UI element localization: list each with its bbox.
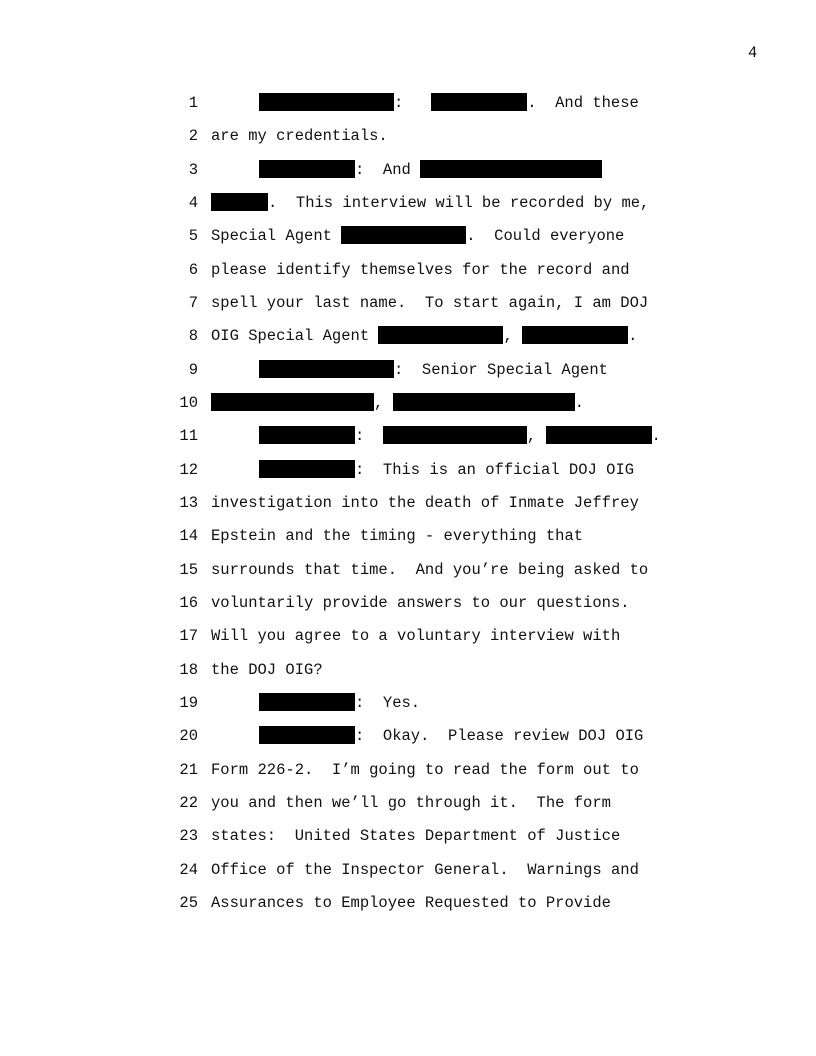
redaction-bar	[378, 326, 503, 344]
line-number: 3	[188, 161, 198, 179]
line-text: Epstein and the timing - everything that	[211, 527, 584, 545]
page-number: 4	[748, 44, 758, 62]
line-number: 13	[179, 494, 198, 512]
redaction-bar	[211, 193, 268, 211]
line-number: 16	[179, 594, 198, 612]
line-text: . This interview will be recorded by me,	[211, 192, 649, 214]
line-number: 23	[179, 827, 198, 845]
line-text: please identify themselves for the record and	[211, 261, 630, 279]
redaction-bar	[259, 426, 355, 444]
transcript-line	[0, 125, 816, 147]
line-text: : And	[259, 159, 602, 181]
line-number: 21	[179, 761, 198, 779]
line-number: 20	[179, 727, 198, 745]
redaction-bar	[259, 693, 355, 711]
transcript-line	[0, 792, 816, 814]
transcript-line	[0, 559, 816, 581]
redaction-bar	[211, 393, 374, 411]
redaction-bar	[259, 93, 394, 111]
line-number: 19	[179, 694, 198, 712]
transcript-line	[0, 259, 816, 281]
line-text: OIG Special Agent , .	[211, 327, 638, 345]
transcript-line	[0, 425, 816, 447]
line-text: : . And these	[259, 92, 639, 114]
line-text: Special Agent . Could everyone	[211, 227, 625, 245]
line-number: 4	[188, 194, 198, 212]
line-number: 12	[179, 461, 198, 479]
line-text: Office of the Inspector General. Warnings and	[211, 861, 639, 879]
line-number: 25	[179, 894, 198, 912]
line-number: 1	[188, 94, 198, 112]
redaction-bar	[259, 360, 394, 378]
line-text: investigation into the death of Inmate Jeffrey	[211, 494, 639, 512]
line-number: 9	[188, 361, 198, 379]
line-number: 8	[188, 327, 198, 345]
line-number: 7	[188, 294, 198, 312]
line-number: 2	[188, 127, 198, 145]
line-number: 10	[179, 394, 198, 412]
line-text: : Okay. Please review DOJ OIG	[259, 725, 643, 747]
redaction-bar	[383, 426, 527, 444]
line-number: 15	[179, 561, 198, 579]
transcript-line	[0, 325, 816, 347]
transcript-line	[0, 759, 816, 781]
line-text: surrounds that time. And you’re being asked to	[211, 561, 649, 579]
line-text: : This is an official DOJ OIG	[259, 459, 634, 481]
transcript-line	[0, 525, 816, 547]
line-text: : Yes.	[259, 692, 420, 714]
transcript-line	[0, 592, 816, 614]
line-text: states: United States Department of Justice	[211, 827, 621, 845]
redaction-bar	[259, 160, 355, 178]
transcript-line	[0, 692, 816, 714]
transcript-line	[0, 892, 816, 914]
redaction-bar	[420, 160, 602, 178]
transcript-line	[0, 659, 816, 681]
transcript-line	[0, 225, 816, 247]
line-text: Assurances to Employee Requested to Provide	[211, 894, 611, 912]
line-text: you and then we’ll go through it. The form	[211, 794, 611, 812]
transcript-line	[0, 492, 816, 514]
line-text: , .	[211, 392, 584, 414]
redaction-bar	[546, 426, 652, 444]
line-text: voluntarily provide answers to our questions.	[211, 594, 630, 612]
line-number: 11	[179, 427, 198, 445]
line-number: 6	[188, 261, 198, 279]
line-text: Will you agree to a voluntary interview with	[211, 627, 621, 645]
line-number: 17	[179, 627, 198, 645]
redaction-bar	[259, 726, 355, 744]
line-text: are my credentials.	[211, 127, 388, 145]
line-text: Form 226-2. I’m going to read the form out to	[211, 761, 639, 779]
transcript-line	[0, 625, 816, 647]
transcript-line	[0, 359, 816, 381]
transcript-line	[0, 159, 816, 181]
transcript-line	[0, 459, 816, 481]
line-text: the DOJ OIG?	[211, 661, 323, 679]
line-number: 24	[179, 861, 198, 879]
line-text: : Senior Special Agent	[259, 359, 608, 381]
redaction-bar	[341, 226, 466, 244]
redaction-bar	[393, 393, 575, 411]
line-number: 14	[179, 527, 198, 545]
redaction-bar	[522, 326, 628, 344]
transcript-line	[0, 725, 816, 747]
transcript-line	[0, 92, 816, 114]
line-number: 5	[188, 227, 198, 245]
transcript-line	[0, 392, 816, 414]
line-text: spell your last name. To start again, I am DOJ	[211, 294, 649, 312]
transcript-line	[0, 825, 816, 847]
transcript-line	[0, 859, 816, 881]
line-number: 18	[179, 661, 198, 679]
redaction-bar	[431, 93, 527, 111]
redaction-bar	[259, 460, 355, 478]
transcript-line	[0, 292, 816, 314]
line-text: : , .	[259, 425, 661, 447]
line-number: 22	[179, 794, 198, 812]
transcript-line	[0, 192, 816, 214]
